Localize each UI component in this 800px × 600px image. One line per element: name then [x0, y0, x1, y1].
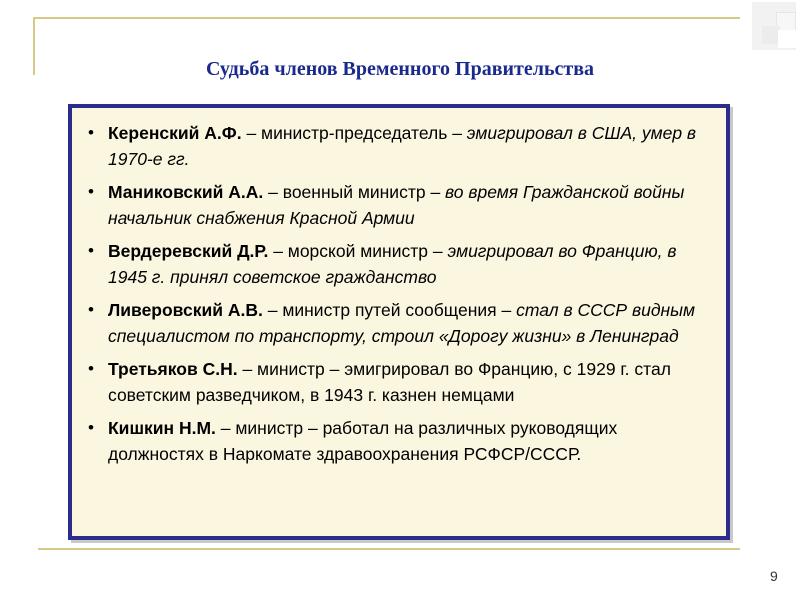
bullet-icon: •	[88, 300, 94, 319]
slide-title: Судьба членов Временного Правительства	[205, 58, 595, 80]
minister-role: – военный министр –	[263, 182, 446, 202]
minister-name: Кишкин Н.М.	[108, 418, 216, 438]
bullet-icon: •	[88, 182, 94, 201]
minister-fate: стал в СССР видным специалистом по транспорту, строил «Дорогу жизни» в Ленинград	[108, 300, 695, 346]
minister-list	[86, 120, 708, 467]
minister-role: – министр-председатель –	[241, 123, 467, 143]
minister-role: – морской министр –	[268, 241, 448, 261]
minister-fate: во время Гражданской войны начальник снабжения Красной Армии	[108, 182, 685, 228]
list-item	[86, 356, 708, 408]
decorative-bottom-line	[38, 548, 740, 550]
content-box	[68, 104, 730, 540]
bullet-icon: •	[88, 123, 94, 142]
list-item	[86, 238, 708, 290]
minister-fate: эмигрировал во Францию, в 1945 г. принял советское гражданство	[108, 241, 677, 287]
list-item	[86, 120, 708, 172]
corner-square	[778, 30, 796, 48]
minister-fate: эмигрировал в США, умер в 1970-е гг.	[108, 123, 697, 169]
minister-role: – министр путей сообщения –	[262, 300, 517, 320]
corner-decoration	[752, 2, 796, 50]
minister-role: – министр – работал на различных руководящих должностях в Наркомате здравоохранения РСФСР/СССР.	[108, 418, 618, 464]
bullet-icon: •	[88, 418, 94, 437]
minister-name: Керенский А.Ф.	[108, 123, 242, 143]
minister-name: Вердеревский Д.Р.	[108, 241, 269, 261]
page-number: 9	[770, 568, 778, 584]
minister-name: Маниковский А.А.	[108, 182, 264, 202]
list-item	[86, 297, 708, 349]
list-item	[86, 415, 708, 467]
minister-name: Третьяков С.Н.	[108, 359, 238, 379]
decorative-top-line	[33, 17, 740, 19]
bullet-icon: •	[88, 359, 94, 378]
minister-name: Ливеровский А.В.	[108, 300, 263, 320]
minister-role: – министр – эмигрировал во Францию, с 1929 г. стал советским разведчиком, в 1943 г. казнен немцами	[108, 359, 671, 405]
bullet-icon: •	[88, 241, 94, 260]
list-item	[86, 179, 708, 231]
